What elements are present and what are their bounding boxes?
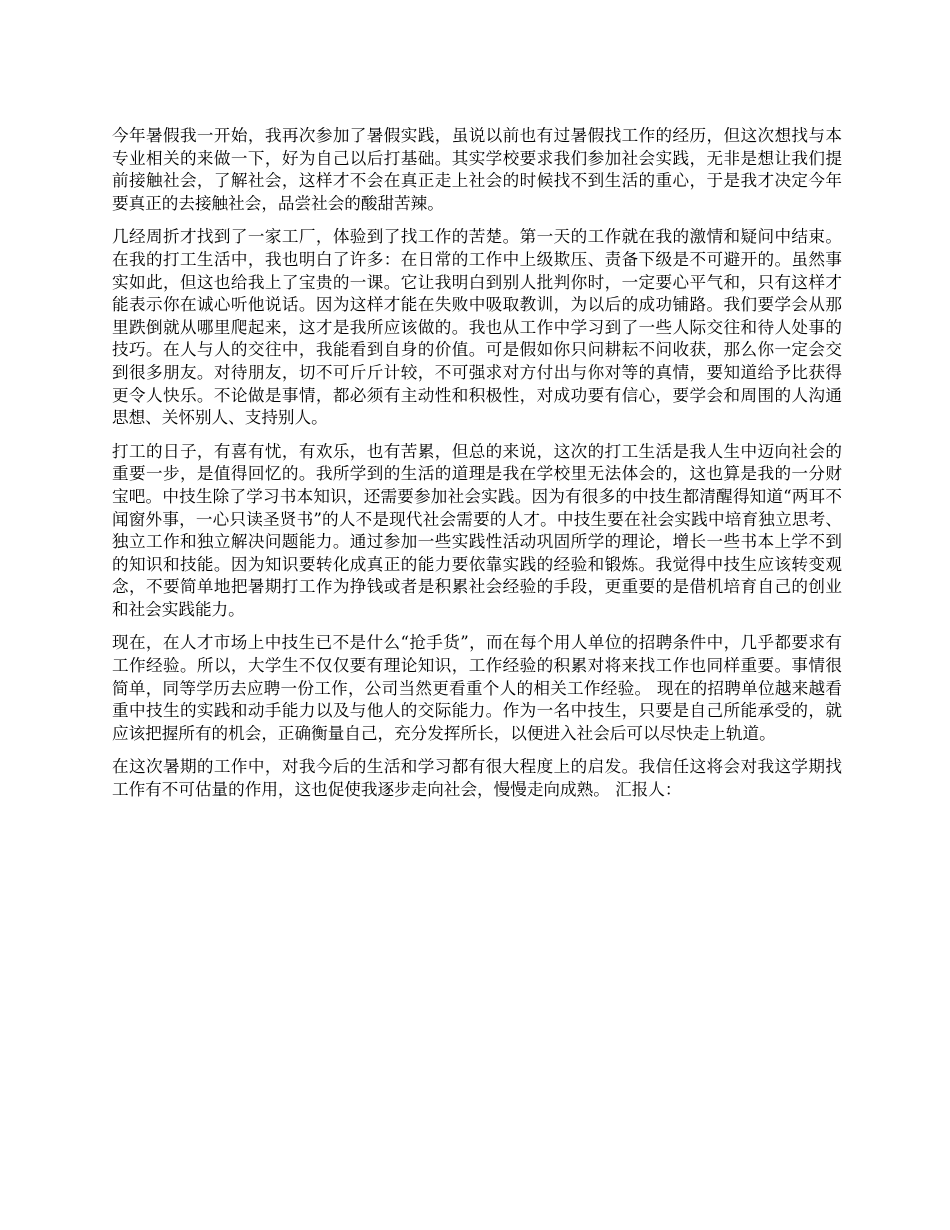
paragraph-3: 打工的日子，有喜有忧，有欢乐，也有苦累，但总的来说，这次的打工生活是我人生中迈向社会的重要一步，是值得回忆的。我所学到的生活的道理是我在学校里无法体会的，这也算是我的一分财宝吧。中技生除了学习书本知识，还需要参加社会实践。因为有很多的中技生都清醒得知道“两耳不闻窗外事，一心只读圣贤书”的人不是现代社会需要的人才。中技生要在社会实践中培育独立思考、独立工作和独立解决问题能力。通过参加一些实践性活动巩固所学的理论，增长一些书本上学不到的知识和技能。因为知识要转化成真正的能力要依靠实践的经验和锻炼。我觉得中技生应该转变观念，不要简单地把暑期打工作为挣钱或者是积累社会经验的手段，更重要的是借机培育自己的创业和社会实践能力。 [112,441,842,619]
paragraph-2: 几经周折才找到了一家工厂，体验到了找工作的苦楚。第一天的工作就在我的激情和疑问中结束。 在我的打工生活中，我也明白了许多：在日常的工作中上级欺压、责备下级是不可避开的。虽然事实如此，但这也给我上了宝贵的一课。它让我明白到别人批判你时，一定要心平气和，只有这样才能表示你在诚心听他说话。因为这样才能在失败中吸取教训，为以后的成功铺路。我们要学会从那里跌倒就从哪里爬起来，这才是我所应该做的。我也从工作中学习到了一些人际交往和待人处事的技巧。在人与人的交往中，我能看到自身的价值。可是假如你只问耕耘不问收获，那么你一定会交到很多朋友。对待朋友，切不可斤斤计较，不可强求对方付出与你对等的真情，要知道给予比获得更令人快乐。不论做是事情，都必须有主动性和积极性，对成功要有信心，要学会和周围的人沟通思想、关怀别人、支持别人。 [112,227,842,428]
paragraph-5: 在这次暑期的工作中，对我今后的生活和学习都有很大程度上的启发。我信任这将会对我这学期找工作有不可估量的作用，这也促使我逐步走向社会，慢慢走向成熟。 汇报人： [112,757,842,800]
paragraph-4: 现在，在人才市场上中技生已不是什么“抢手货”，而在每个用人单位的招聘条件中，几乎都要求有工作经验。所以，大学生不仅仅要有理论知识，工作经验的积累对将来找工作也同样重要。事情很简单，同等学历去应聘一份工作，公司当然更看重个人的相关工作经验。 现在的招聘单位越来越看重中技生的实践和动手能力以及与他人的交际能力。作为一名中技生，只要是自己所能承受的，就应该把握所有的机会，正确衡量自己，充分发挥所长，以便进入社会后可以尽快走上轨道。 [112,633,842,743]
paragraph-1: 今年暑假我一开始，我再次参加了暑假实践，虽说以前也有过暑假找工作的经历，但这次想找与本专业相关的来做一下，好为自己以后打基础。其实学校要求我们参加社会实践，无非是想让我们提前接触社会，了解社会，这样才不会在真正走上社会的时候找不到生活的重心，于是我才决定今年要真正的去接触社会，品尝社会的酸甜苦辣。 [112,126,842,213]
document-page [112,125,842,813]
